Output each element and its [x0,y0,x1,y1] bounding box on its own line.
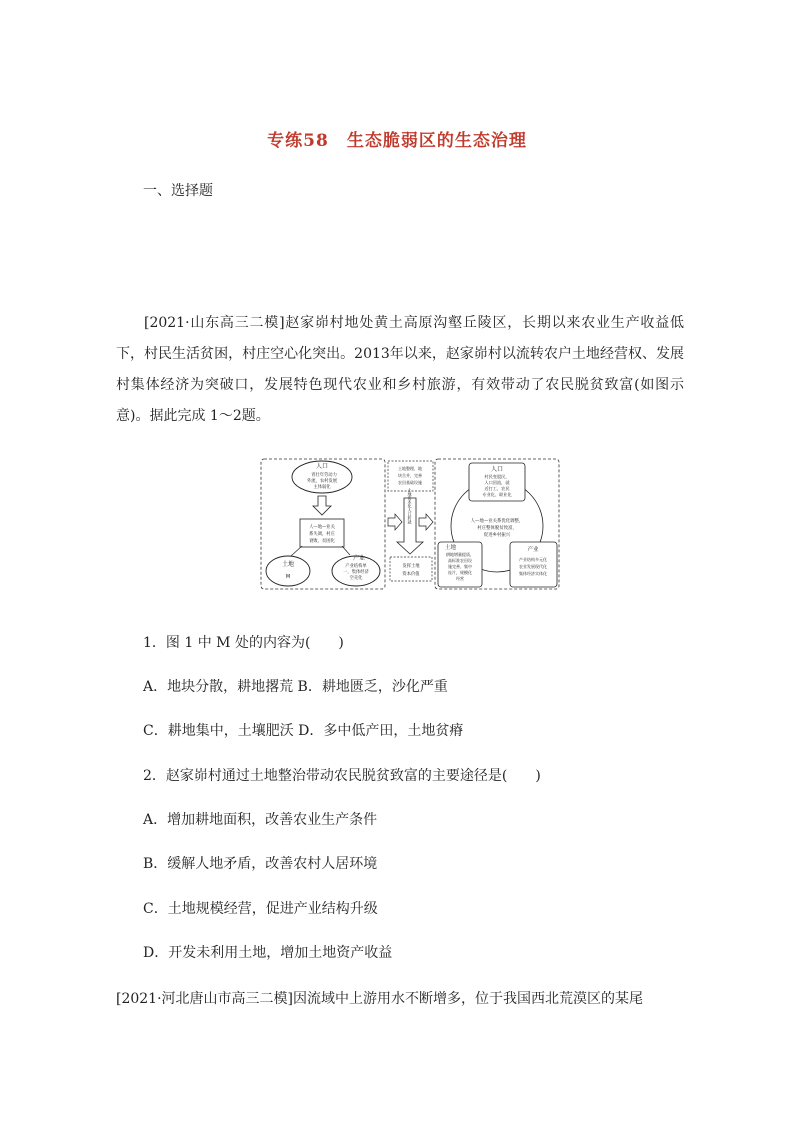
left-center-text-1: 人—地—业关 [309,525,335,530]
left-center-text-2: 系失调，村庄 [309,532,335,537]
right-land-text-5: 经营 [456,576,464,581]
mid-right-arrow [419,514,433,530]
question-2-option-a: A．增加耕地面积，改善农业生产条件 [143,812,378,828]
left-down-arrow [313,496,331,515]
schematic-diagram [258,456,562,592]
right-ind-text-3: 集体经济实体化 [519,571,547,576]
mid-top-text-1: 土地整理，地 [398,466,422,471]
question-1-options-ab: A．地块分散，耕地撂荒 B．耕地匮乏，沙化严重 [143,679,448,695]
left-ind-text-2: 一，集体经济 [343,570,369,575]
right-land-text-3: 施完善，集中 [448,564,472,569]
question-1: 1．图 1 中 M 处的内容为( ) [143,635,344,651]
left-link-land [291,546,302,556]
left-land-m: M [285,574,291,580]
right-ind-text-2: 农业发展现代化 [519,564,547,569]
left-center-text-3: 衰败、贫困化 [309,539,335,544]
mid-bottom-text-2: 资本价值 [402,572,420,577]
left-pop-text-1: 青壮年劳动力 [311,473,337,478]
right-land-text-4: 连片，规模化 [448,570,472,575]
right-land-text-1: 耕地增量提质， [446,552,474,557]
left-link-industry [342,546,350,555]
question-2-option-b: B．缓解人地矛盾，改善农村人居环境 [143,856,378,872]
question-1-options-cd: C．耕地集中，土壤肥沃 D．多中低产田，土地贫瘠 [143,723,464,739]
section-heading: 一、选择题 [143,183,213,199]
right-population-label: 人口 [490,466,504,473]
left-ind-text-3: 空壳化 [349,576,363,581]
right-pop-text-2: 人口回流，就 [484,480,510,485]
right-pop-text-4: 专业化、职业化 [482,492,512,497]
left-pop-text-3: 主体弱化 [313,485,331,490]
right-pop-text-3: 近打工，农民 [484,486,510,491]
next-passage-start: [2021·河北唐山市高三二模]因流域中上游用水不断增多，位于我国西北荒漠区的某尾 [116,991,644,1007]
right-industry-label: 产业 [527,547,539,553]
right-ind-text-1: 产业结构多元化 [519,557,547,562]
right-land-label: 土地 [445,545,457,551]
right-center-text-3: 促进乡村振兴 [483,533,511,538]
right-land-text-2: 高标准农田设 [448,558,472,563]
left-ind-text-1: 产业结构单 [345,564,367,569]
left-land-label: 土地 [281,561,295,568]
mid-bottom-box [390,557,432,581]
mid-top-text-2: 块合并，完善 [398,473,422,478]
question-2-option-c: C．土地规模经营，促进产业结构升级 [143,901,378,917]
left-population-label: 人口 [315,463,329,470]
right-center-text-1: 人—地—业关系优化调整， [470,519,524,524]
mid-top-text-3: 农田基础设施 [398,480,422,485]
question-2-option-d: D．开发未利用土地，增加土地资产收益 [143,945,393,961]
mid-left-arrow [388,514,402,530]
left-industry-label: 产业 [352,555,366,562]
right-pop-text-1: 村民变股民， [484,474,510,479]
page-title: 专练58 生态脆弱区的生态治理 [267,131,527,151]
left-pop-text-2: 外流，农村发展 [306,479,338,484]
mid-center-text: 土地资本化人口转就 [407,488,413,524]
question-2: 2．赵家峁村通过土地整治带动农民脱贫致富的主要途径是( ) [143,768,541,784]
right-center-text-2: 村庄整体脱贫致富， [477,526,517,531]
mid-bottom-text-1: 发挥土地 [402,564,420,569]
intro-paragraph: [2021·山东高三二模]赵家峁村地处黄土高原沟壑丘陵区，长期以来农业生产收益低下，村民生活贫困，村庄空心化突出。2013年以来，赵家峁村以流转农户土地经营权、发展村集体经济为突破口，发展特色现代农业和乡村旅游，有效带动了农民脱贫致富(如图示意)。据此完成 1～2题。 [116,315,684,424]
